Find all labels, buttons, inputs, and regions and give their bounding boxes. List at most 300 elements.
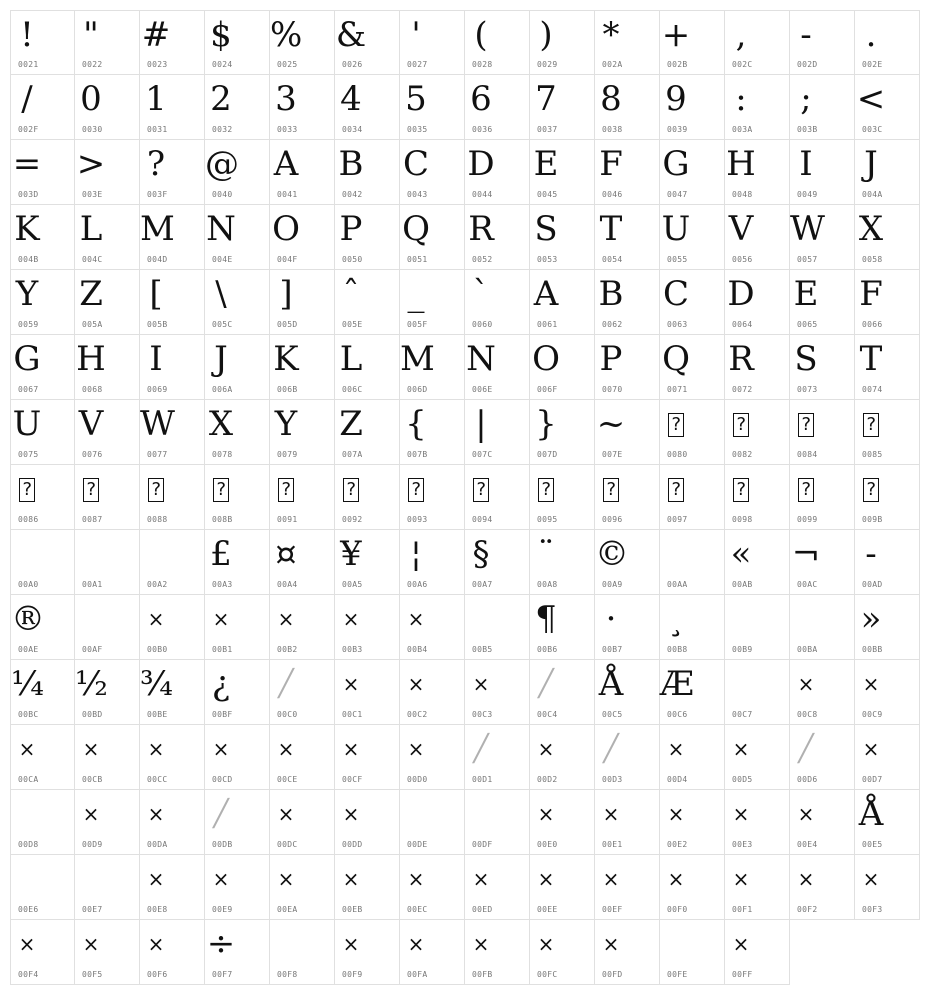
glyph-cell [790, 855, 855, 920]
glyph-cell [530, 790, 595, 855]
glyph-preview: 0 [80, 79, 102, 119]
glyph-preview [270, 924, 302, 964]
glyph-cell [270, 205, 335, 270]
codepoint-label: 00CD [212, 775, 233, 784]
codepoint-label: 00C3 [472, 710, 493, 719]
codepoint-label: 0059 [18, 320, 39, 329]
glyph-preview: = [12, 144, 42, 184]
glyph-cell [725, 465, 790, 530]
codepoint-label: 0054 [602, 255, 623, 264]
codepoint-label: 0027 [407, 60, 428, 69]
glyph-cell [335, 660, 400, 725]
missing-glyph-icon: × [797, 672, 815, 696]
codepoint-label: 00BD [82, 710, 103, 719]
missing-glyph-icon: × [147, 932, 165, 956]
glyph-preview: ( [474, 15, 488, 55]
glyph-cell [10, 335, 75, 400]
glyph-cell [660, 335, 725, 400]
glyph-cell [725, 725, 790, 790]
codepoint-label: 00B8 [667, 645, 688, 654]
glyph-cell [400, 660, 465, 725]
notdef-box-glyph: ? [735, 414, 747, 435]
glyph-preview: W [140, 404, 175, 444]
glyph-cell [790, 725, 855, 790]
glyph-cell [335, 140, 400, 205]
glyph-cell [790, 75, 855, 140]
glyph-preview: # [141, 15, 171, 55]
glyph-preview: J [864, 144, 878, 184]
codepoint-label: 00F6 [147, 970, 168, 979]
codepoint-label: 00DA [147, 840, 168, 849]
missing-glyph-icon: × [407, 867, 425, 891]
codepoint-label: 0063 [667, 320, 688, 329]
glyph-cell [790, 790, 855, 855]
glyph-preview: ¼ [11, 664, 44, 704]
codepoint-label: 0076 [82, 450, 103, 459]
codepoint-label: 00B2 [277, 645, 298, 654]
glyph-cell [725, 335, 790, 400]
codepoint-label: 00E3 [732, 840, 753, 849]
codepoint-label: 0025 [277, 60, 298, 69]
glyph-cell [530, 530, 595, 595]
codepoint-label: 0062 [602, 320, 623, 329]
glyph-cell [595, 790, 660, 855]
slash-glyph-icon: ╱ [278, 669, 294, 699]
glyph-cell [465, 205, 530, 270]
glyph-preview [465, 599, 497, 639]
notdef-box-glyph: ? [475, 479, 487, 500]
glyph-cell [75, 920, 140, 985]
codepoint-label: 0069 [147, 385, 168, 394]
codepoint-label: 00FD [602, 970, 623, 979]
glyph-cell [75, 140, 140, 205]
glyph-cell [855, 335, 920, 400]
codepoint-label: 006F [537, 385, 558, 394]
glyph-cell [75, 855, 140, 920]
missing-glyph-icon: × [342, 932, 360, 956]
glyph-cell [335, 205, 400, 270]
glyph-cell [725, 75, 790, 140]
glyph-cell [530, 920, 595, 985]
codepoint-label: 00DF [472, 840, 493, 849]
glyph-cell [335, 335, 400, 400]
slash-glyph-icon: ╱ [603, 734, 619, 764]
glyph-cell [725, 10, 790, 75]
codepoint-label: 0052 [472, 255, 493, 264]
glyph-preview: 3 [275, 79, 297, 119]
codepoint-label: 00FE [667, 970, 688, 979]
codepoint-label: 00D6 [797, 775, 818, 784]
codepoint-label: 0093 [407, 515, 428, 524]
codepoint-label: 0095 [537, 515, 558, 524]
missing-glyph-icon: × [472, 867, 490, 891]
codepoint-label: 0084 [797, 450, 818, 459]
codepoint-label: 005A [82, 320, 103, 329]
codepoint-label: 00BC [18, 710, 39, 719]
glyph-preview [75, 599, 107, 639]
glyph-cell [465, 920, 530, 985]
codepoint-label: 00D7 [862, 775, 883, 784]
glyph-preview: ¸ [667, 599, 685, 639]
glyph-preview: T [599, 209, 623, 249]
glyph-preview: T [859, 339, 883, 379]
glyph-cell [400, 725, 465, 790]
notdef-box-glyph: ? [410, 479, 422, 500]
codepoint-label: 00A5 [342, 580, 363, 589]
codepoint-label: 00F8 [277, 970, 298, 979]
missing-glyph-icon: × [732, 867, 750, 891]
notdef-box-glyph: ? [670, 479, 682, 500]
glyph-cell [530, 465, 595, 530]
glyph-preview: Æ [660, 664, 695, 704]
missing-glyph-icon: × [732, 932, 750, 956]
glyph-preview [75, 534, 107, 574]
glyph-preview: G [13, 339, 41, 379]
glyph-cell [790, 335, 855, 400]
missing-glyph-icon: × [667, 867, 685, 891]
glyph-cell [10, 530, 75, 595]
glyph-cell [790, 595, 855, 660]
codepoint-label: 002F [18, 125, 39, 134]
codepoint-label: 00D4 [667, 775, 688, 784]
notdef-box-glyph: ? [21, 479, 33, 500]
codepoint-label: 0078 [212, 450, 233, 459]
codepoint-label: 006B [277, 385, 298, 394]
missing-glyph-icon: × [797, 867, 815, 891]
codepoint-label: 0071 [667, 385, 688, 394]
glyph-cell [790, 10, 855, 75]
slash-glyph-icon: ╱ [473, 734, 489, 764]
glyph-cell [660, 270, 725, 335]
codepoint-label: 00B6 [537, 645, 558, 654]
codepoint-label: 006A [212, 385, 233, 394]
missing-glyph-icon: × [147, 802, 165, 826]
codepoint-label: 00C4 [537, 710, 558, 719]
glyph-cell [270, 660, 335, 725]
glyph-cell [465, 335, 530, 400]
missing-glyph-icon: × [147, 737, 165, 761]
glyph-preview: : [735, 79, 747, 119]
codepoint-label: 0041 [277, 190, 298, 199]
glyph-cell [205, 75, 270, 140]
glyph-preview: © [595, 534, 629, 574]
codepoint-label: 003D [18, 190, 39, 199]
glyph-cell [400, 10, 465, 75]
glyph-preview [790, 599, 822, 639]
glyph-cell [140, 400, 205, 465]
glyph-cell [205, 335, 270, 400]
glyph-cell [270, 595, 335, 660]
glyph-preview: · [605, 599, 617, 639]
missing-glyph-icon: × [732, 802, 750, 826]
glyph-preview: O [272, 209, 300, 249]
codepoint-label: 0096 [602, 515, 623, 524]
codepoint-label: 00E1 [602, 840, 623, 849]
codepoint-label: 002C [732, 60, 753, 69]
missing-glyph-icon: × [342, 607, 360, 631]
glyph-cell [205, 790, 270, 855]
glyph-cell [10, 920, 75, 985]
codepoint-label: 00C1 [342, 710, 363, 719]
codepoint-label: 00C7 [732, 710, 753, 719]
codepoint-label: 00A7 [472, 580, 493, 589]
glyph-preview [660, 534, 692, 574]
codepoint-label: 00F2 [797, 905, 818, 914]
codepoint-label: 00D0 [407, 775, 428, 784]
codepoint-label: 0061 [537, 320, 558, 329]
glyph-preview: @ [205, 144, 239, 184]
codepoint-label: 00A6 [407, 580, 428, 589]
glyph-cell [465, 790, 530, 855]
glyph-preview: I [799, 144, 813, 184]
codepoint-label: 008B [212, 515, 233, 524]
codepoint-label: 0042 [342, 190, 363, 199]
glyph-cell [660, 400, 725, 465]
glyph-preview: > [76, 144, 106, 184]
glyph-cell [855, 855, 920, 920]
glyph-cell [140, 205, 205, 270]
glyph-preview: } [535, 404, 557, 444]
glyph-preview: ? [146, 144, 166, 184]
glyph-preview: K [273, 339, 299, 379]
codepoint-label: 00B3 [342, 645, 363, 654]
glyph-preview: E [533, 144, 559, 184]
glyph-preview: J [214, 339, 228, 379]
codepoint-label: 00EA [277, 905, 298, 914]
glyph-preview: » [860, 599, 882, 639]
glyph-cell [660, 140, 725, 205]
glyph-cell [595, 855, 660, 920]
glyph-cell [465, 10, 530, 75]
glyph-cell [595, 335, 660, 400]
codepoint-label: 0098 [732, 515, 753, 524]
glyph-preview: ¿ [211, 664, 231, 704]
glyph-preview [400, 794, 432, 834]
glyph-preview: X [858, 209, 884, 249]
glyph-cell [10, 595, 75, 660]
glyph-cell [10, 10, 75, 75]
glyph-cell [465, 530, 530, 595]
glyph-cell [205, 140, 270, 205]
glyph-preview: ¬ [791, 534, 821, 574]
glyph-cell [205, 660, 270, 725]
glyph-preview: « [730, 534, 752, 574]
codepoint-label: 0092 [342, 515, 363, 524]
glyph-preview: / [21, 79, 33, 119]
codepoint-label: 00E0 [537, 840, 558, 849]
codepoint-label: 00C2 [407, 710, 428, 719]
glyph-cell [400, 530, 465, 595]
glyph-cell [530, 335, 595, 400]
codepoint-label: 0051 [407, 255, 428, 264]
missing-glyph-icon: × [277, 607, 295, 631]
glyph-cell [10, 790, 75, 855]
missing-glyph-icon: × [407, 607, 425, 631]
glyph-cell [790, 205, 855, 270]
codepoint-label: 0077 [147, 450, 168, 459]
glyph-preview: O [532, 339, 560, 379]
codepoint-label: 00EE [537, 905, 558, 914]
codepoint-label: 00FF [732, 970, 753, 979]
glyph-preview: \ [215, 274, 227, 314]
glyph-cell [270, 790, 335, 855]
codepoint-label: 00DC [277, 840, 298, 849]
glyph-cell [270, 10, 335, 75]
codepoint-label: 0024 [212, 60, 233, 69]
codepoint-label: 00F7 [212, 970, 233, 979]
codepoint-label: 004B [18, 255, 39, 264]
glyph-cell [140, 530, 205, 595]
glyph-cell [595, 205, 660, 270]
glyph-cell [465, 400, 530, 465]
notdef-box-glyph: ? [345, 479, 357, 500]
glyph-cell [400, 335, 465, 400]
glyph-preview: ' [411, 15, 421, 55]
glyph-cell [140, 660, 205, 725]
glyph-cell [595, 270, 660, 335]
glyph-preview: [ [149, 274, 163, 314]
glyph-cell [10, 75, 75, 140]
glyph-preview: N [466, 339, 496, 379]
codepoint-label: 0044 [472, 190, 493, 199]
codepoint-label: 005B [147, 320, 168, 329]
codepoint-label: 0047 [667, 190, 688, 199]
missing-glyph-icon: × [82, 737, 100, 761]
codepoint-label: 0036 [472, 125, 493, 134]
codepoint-label: 00D9 [82, 840, 103, 849]
glyph-cell [400, 790, 465, 855]
codepoint-label: 00BE [147, 710, 168, 719]
glyph-preview: & [335, 15, 367, 55]
glyph-cell [335, 10, 400, 75]
glyph-cell [725, 530, 790, 595]
glyph-cell [595, 725, 660, 790]
glyph-cell [205, 595, 270, 660]
glyph-preview: M [400, 339, 435, 379]
codepoint-label: 003F [147, 190, 168, 199]
codepoint-label: 004A [862, 190, 883, 199]
missing-glyph-icon: × [147, 867, 165, 891]
codepoint-label: 006D [407, 385, 428, 394]
glyph-cell [75, 335, 140, 400]
missing-glyph-icon: × [212, 867, 230, 891]
codepoint-label: 0080 [667, 450, 688, 459]
glyph-preview [725, 664, 757, 704]
glyph-preview: _ [407, 274, 425, 314]
codepoint-label: 002E [862, 60, 883, 69]
codepoint-label: 006C [342, 385, 363, 394]
codepoint-label: 00B7 [602, 645, 623, 654]
missing-glyph-icon: × [602, 802, 620, 826]
codepoint-label: 00E5 [862, 840, 883, 849]
missing-glyph-icon: × [537, 932, 555, 956]
glyph-preview: * [602, 15, 620, 55]
glyph-preview: ; [800, 79, 812, 119]
glyph-cell [530, 270, 595, 335]
codepoint-label: 0066 [862, 320, 883, 329]
codepoint-label: 00DD [342, 840, 363, 849]
glyph-cell [530, 205, 595, 270]
codepoint-label: 0087 [82, 515, 103, 524]
codepoint-label: 00F3 [862, 905, 883, 914]
glyph-cell [10, 270, 75, 335]
glyph-preview: ) [539, 15, 553, 55]
glyph-preview: F [599, 144, 623, 184]
codepoint-label: 0072 [732, 385, 753, 394]
glyph-cell [270, 725, 335, 790]
codepoint-label: 00AF [82, 645, 103, 654]
glyph-cell [790, 400, 855, 465]
codepoint-label: 00FC [537, 970, 558, 979]
codepoint-label: 0038 [602, 125, 623, 134]
glyph-cell [140, 270, 205, 335]
glyph-cell [725, 920, 790, 985]
glyph-cell [595, 465, 660, 530]
glyph-preview: H [726, 144, 756, 184]
notdef-box-glyph: ? [800, 414, 812, 435]
codepoint-label: 0050 [342, 255, 363, 264]
codepoint-label: 002A [602, 60, 623, 69]
glyph-preview: ~ [596, 404, 626, 444]
glyph-preview: Å [598, 664, 624, 704]
codepoint-label: 0039 [667, 125, 688, 134]
glyph-cell [660, 205, 725, 270]
glyph-cell [205, 270, 270, 335]
glyph-preview: Q [402, 209, 430, 249]
glyph-cell [660, 530, 725, 595]
glyph-cell [530, 725, 595, 790]
glyph-cell [205, 465, 270, 530]
glyph-preview: Å [858, 794, 884, 834]
codepoint-label: 007A [342, 450, 363, 459]
glyph-preview: ½ [75, 664, 108, 704]
codepoint-label: 0035 [407, 125, 428, 134]
codepoint-label: 0030 [82, 125, 103, 134]
glyph-cell [140, 790, 205, 855]
missing-glyph-icon: × [537, 867, 555, 891]
notdef-box-glyph: ? [150, 479, 162, 500]
notdef-box-glyph: ? [670, 414, 682, 435]
glyph-cell [660, 660, 725, 725]
glyph-cell [660, 920, 725, 985]
codepoint-label: 00F5 [82, 970, 103, 979]
codepoint-label: 00A4 [277, 580, 298, 589]
glyph-cell [725, 595, 790, 660]
glyph-cell [465, 270, 530, 335]
codepoint-label: 0053 [537, 255, 558, 264]
glyph-cell [790, 270, 855, 335]
missing-glyph-icon: × [797, 802, 815, 826]
glyph-cell [465, 725, 530, 790]
glyph-cell [790, 140, 855, 205]
codepoint-label: 00B1 [212, 645, 233, 654]
glyph-cell [140, 855, 205, 920]
missing-glyph-icon: × [602, 867, 620, 891]
codepoint-label: 00C5 [602, 710, 623, 719]
codepoint-label: 00BB [862, 645, 883, 654]
missing-glyph-icon: × [342, 737, 360, 761]
glyph-cell [400, 140, 465, 205]
codepoint-label: 004E [212, 255, 233, 264]
glyph-cell [205, 530, 270, 595]
glyph-cell [790, 660, 855, 725]
codepoint-label: 00CC [147, 775, 168, 784]
glyph-cell [725, 205, 790, 270]
glyph-preview: G [662, 144, 690, 184]
codepoint-label: 0068 [82, 385, 103, 394]
glyph-preview [11, 794, 43, 834]
glyph-cell [660, 725, 725, 790]
